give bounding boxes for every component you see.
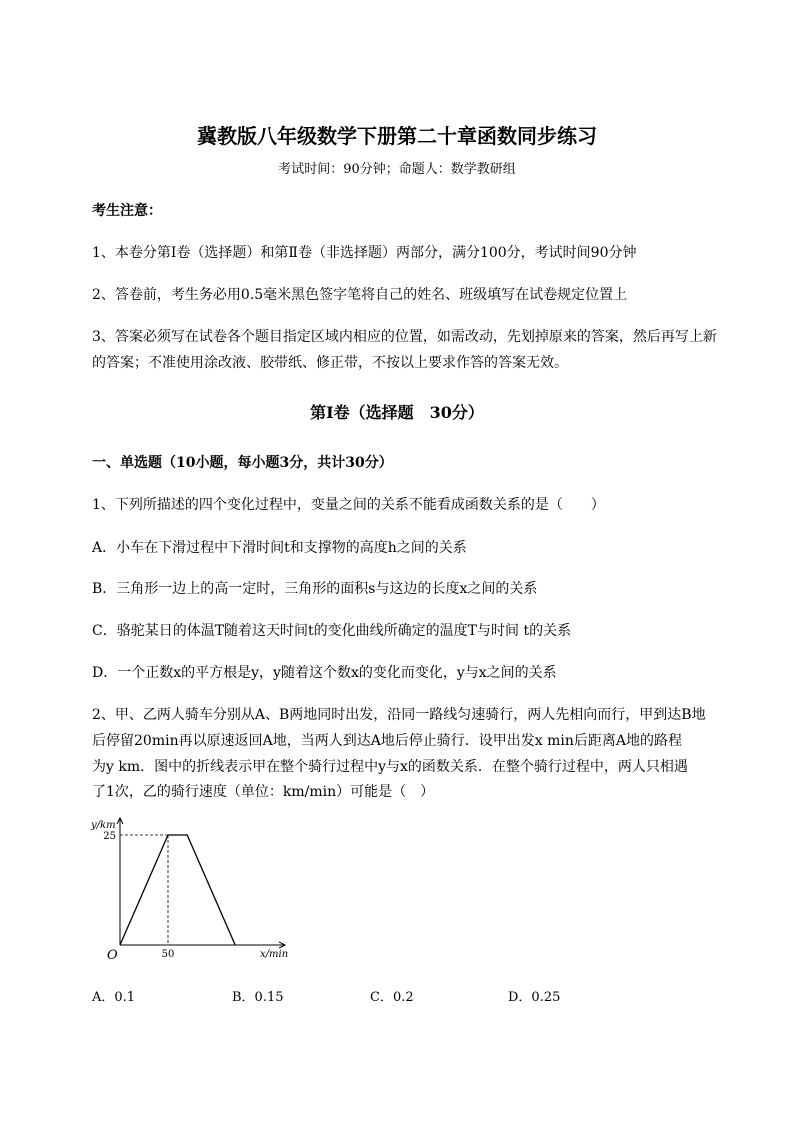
- origin-label: O: [107, 948, 118, 963]
- question-1-option-b: B．三角形一边上的高一定时，三角形的面积s与这边的长度x之间的关系: [92, 581, 538, 597]
- question-2-stem-line: 为y km．图中的折线表示甲在整个骑行过程中y与x的函数关系．在整个骑行过程中，两人只相遇: [92, 759, 688, 775]
- question-2-stem-line: 了1次，乙的骑行速度（单位：km/min）可能是（ ）: [92, 784, 435, 800]
- notice-item: 3、答案必须写在试卷各个题目指定区域内相应的位置，如需改动，先划掉原来的答案，然后再写上新: [92, 329, 717, 345]
- distance-time-graph: [85, 810, 305, 970]
- exam-subtitle: 考试时间：90分钟；命题人：数学教研组: [278, 162, 516, 177]
- question-2-option-c: C．0.2: [370, 990, 414, 1005]
- notice-item: 1、本卷分第I卷（选择题）和第Ⅱ卷（非选择题）两部分，满分100分，考试时间90分钟: [92, 245, 637, 261]
- x-axis-label: x/min: [260, 949, 289, 960]
- y-tick-label: 25: [103, 831, 116, 842]
- y-axis-label: y/km: [91, 820, 116, 831]
- series-line: [120, 835, 235, 945]
- question-2-stem-line: 2、甲、乙两人骑车分别从A、B两地同时出发，沿同一路线匀速骑行，两人先相向而行，甲到达B地: [92, 707, 706, 723]
- section-title: 第I卷（选择题 30分）: [310, 403, 484, 422]
- notice-item: 2、答卷前，考生务必用0.5毫米黑色签字笔将自己的姓名、班级填写在试卷规定位置上: [92, 287, 628, 303]
- question-2-stem-line: 后停留20min再以原速返回A地，当两人到达A地后停止骑行．设甲出发x min后距离A地的路程: [92, 733, 683, 749]
- question-1-option-d: D．一个正数x的平方根是y，y随着这个数x的变化而变化，y与x之间的关系: [92, 665, 557, 681]
- notice-heading: 考生注意：: [92, 203, 162, 219]
- notice-item: 的答案；不准使用涂改液、胶带纸、修正带，不按以上要求作答的答案无效。: [92, 355, 568, 371]
- page-title: 冀教版八年级数学下册第二十章函数同步练习: [197, 124, 597, 148]
- question-2-option-b: B．0.15: [232, 990, 284, 1005]
- question-1-option-c: C．骆驼某日的体温T随着这天时间t的变化曲线所确定的温度T与时间 t的关系: [92, 623, 572, 639]
- question-1-stem: 1、下列所描述的四个变化过程中，变量之间的关系不能看成函数关系的是（ ）: [92, 497, 605, 513]
- question-2-option-a: A．0.1: [92, 990, 136, 1005]
- question-1-option-a: A．小车在下滑过程中下滑时间t和支撑物的高度h之间的关系: [92, 540, 467, 556]
- part-heading: 一、单选题（10小题，每小题3分，共计30分）: [92, 455, 393, 471]
- question-2-option-d: D．0.25: [508, 990, 561, 1005]
- x-tick-label: 50: [161, 949, 175, 960]
